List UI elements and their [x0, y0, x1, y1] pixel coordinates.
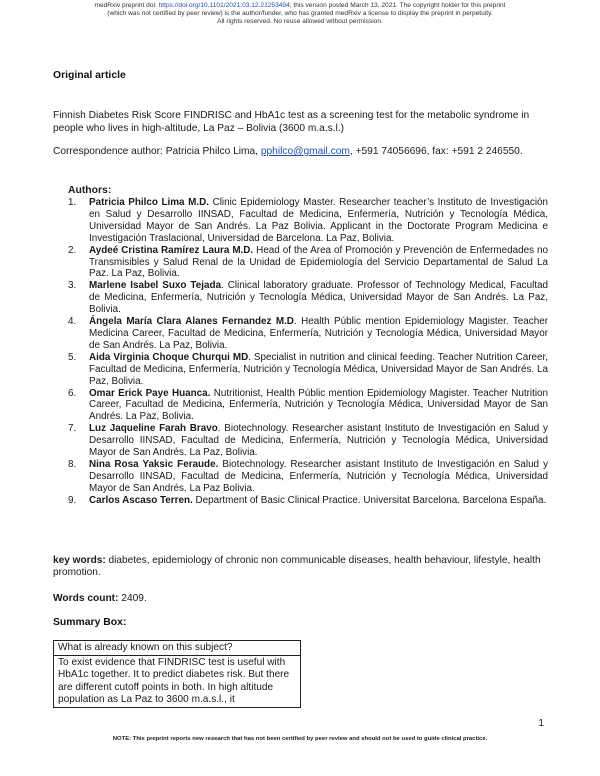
- author-description: . Biotechnology. Researcher asistant Instituto de Investigación en Salud y Desarrollo IINSAD, Facultad de Medicina, Enfermería, Nutrición y Tecnología Médica, Universidad Mayor de San Andrés. La Paz, Bolivia.: [89, 423, 548, 459]
- author-description: Clinic Epidemiology Master. Researcher teacher’s Instituto de Investigación en Salud y Desarrollo IINSAD, Facultad de Medicina, Enfermería, Nutrición y Tecnología Médica, Universidad Mayor de San Andrés. La Paz Bolivia. Applicant in the Doctorate Program Medicina e Investigación Traslacional, Universidad de Barcelona. La Paz, Bolivia.: [89, 197, 549, 244]
- author-name: Luz Jaqueline Farah Bravo: [89, 423, 218, 435]
- summary-box-body: To exist evidence that FINDRISC test is useful with HbA1c together. It to predict diabetes risk. But there are different cutoff points in both. In high altitude population as La Paz to 3600 m.a.s.l., it: [58, 657, 290, 705]
- header-suffix: ; this version posted March 13, 2021. The copyright holder for this preprint: [289, 2, 506, 9]
- author-description: . Health Públic mention Epidemiology Magister. Teacher Medicina Career, Facultad de Medicina, Enfermería, Nutrición y Tecnología Médica, Universidad Mayor de San Andrés. La Paz, Bolivia.: [89, 316, 548, 351]
- authors-heading: Authors:: [68, 185, 112, 196]
- author-description: . Specialist in nutrition and clinical feeding. Teacher Nutrition Career, Facultad de Medicina, Enfermería, Nutrición y Tecnología Médica, Universidad Mayor de San Andrés. La Paz, Bolivia.: [89, 351, 548, 387]
- words-count-label: Words count:: [53, 593, 119, 604]
- authors-list: [68, 197, 548, 507]
- author-description: Department of Basic Clinical Practice. Universitat Barcelona. Barcelona España.: [192, 494, 547, 506]
- footer-note: NOTE: This preprint reports new research that has not been certified by peer review and should not be used to guide clinical practice.: [112, 736, 488, 742]
- keywords: [53, 555, 549, 580]
- author-number: 2.: [68, 244, 77, 256]
- author-description: Nutritionist, Health Públic mention Epidemiology Magister. Teacher Nutrition Career, Facultad de Medicina, Enfermería, Nutrición y Tecnología Médica, Universidad Mayor de San Andrés. La Paz, Bolivia.: [89, 387, 548, 423]
- article-type: Original article: [53, 70, 126, 81]
- author-number: 8.: [68, 458, 77, 470]
- author-number: 3.: [68, 280, 77, 292]
- doi-link[interactable]: https://doi.org/10.1101/2021.03.12.21253494: [158, 2, 290, 9]
- author-description: . Clinical laboratory graduate. Professor of Technology Medical, Facultad de Medicina, Enfermería, Nutrición y Tecnología Médica, Universidad Mayor de San Andrés. La Paz, Bolivia.: [89, 280, 548, 316]
- correspondence-email-link[interactable]: pphilco@gmail.com: [260, 146, 350, 157]
- keywords-label: key words:: [53, 555, 106, 566]
- author-number: 1.: [68, 197, 77, 208]
- author-item: [68, 316, 548, 352]
- preprint-header-line1: [0, 2, 600, 10]
- author-number: 4.: [68, 316, 77, 328]
- author-item: [68, 197, 548, 245]
- correspondence-suffix: , +591 74056696, fax: +591 2 246550.: [349, 146, 523, 157]
- keywords-text: diabetes, epidemiology of chronic non communicable diseases, health behaviour, lifestyle, health promotion.: [53, 555, 541, 579]
- author-name: Carlos Ascaso Terren.: [89, 494, 193, 506]
- author-number: 9.: [68, 494, 77, 506]
- author-item: [68, 495, 548, 507]
- preprint-header-line2: (which was not certified by peer review) is the author/funder, who has granted medRxiv a license to display the preprint in perpetuity.: [107, 10, 493, 18]
- words-count-value: 2409.: [118, 593, 147, 604]
- author-name: Marlene Isabel Suxo Tejada: [89, 280, 221, 292]
- author-item: [68, 245, 548, 281]
- page-number: 1: [538, 718, 544, 729]
- author-number: 7.: [68, 423, 77, 435]
- summary-box: [53, 640, 301, 708]
- author-description: Head of the Area of Promoción y Prevención de Enfermedades no Transmisibles y Salud Renal de la Unidad de Epidemiología del Servicio Departamental de Salud La Paz. La Paz, Bolivia.: [89, 244, 548, 280]
- summary-box-heading: What is already known on this subject?: [54, 641, 300, 656]
- preprint-header-line3: All rights reserved. No reuse allowed without permission.: [217, 18, 383, 26]
- header-prefix: medRxiv preprint doi:: [94, 2, 159, 9]
- author-name: Patricia Philco Lima M.D.: [89, 197, 209, 208]
- author-name: Nina Rosa Yaksic Feraude.: [89, 458, 219, 470]
- author-number: 6.: [68, 387, 77, 399]
- summary-box-label: Summary Box:: [53, 617, 127, 628]
- author-name: Aida Virginia Choque Churqui MD: [89, 351, 249, 363]
- author-name: Ángela María Clara Alanes Fernandez M.D: [89, 316, 294, 328]
- preprint-header: [0, 2, 600, 27]
- correspondence-prefix: Correspondence author: Patricia Philco Lima,: [53, 146, 261, 157]
- author-description: Biotechnology. Researcher asistant Instituto de Investigación en Salud y Desarrollo IINSAD, Facultad de Medicina, Enfermería, Nutrición y Tecnología Médica, Universidad Mayor de San Andrés. La Paz Bolivia.: [89, 458, 549, 494]
- words-count: [53, 593, 147, 604]
- author-item: [68, 388, 548, 424]
- author-item: [68, 280, 548, 316]
- author-item: [68, 423, 548, 459]
- author-item: [68, 352, 548, 388]
- correspondence: [53, 146, 549, 159]
- paper-title: Finnish Diabetes Risk Score FINDRISC and HbA1c test as a screening test for the metabolic syndrome in people who lives in high-altitude, La Paz – Bolivia (3600 m.a.s.l.): [53, 110, 530, 134]
- author-item: [68, 459, 548, 495]
- author-name: Aydeé Cristina Ramírez Laura M.D.: [89, 244, 254, 256]
- author-name: Omar Erick Paye Huanca.: [89, 387, 211, 399]
- author-number: 5.: [68, 351, 77, 363]
